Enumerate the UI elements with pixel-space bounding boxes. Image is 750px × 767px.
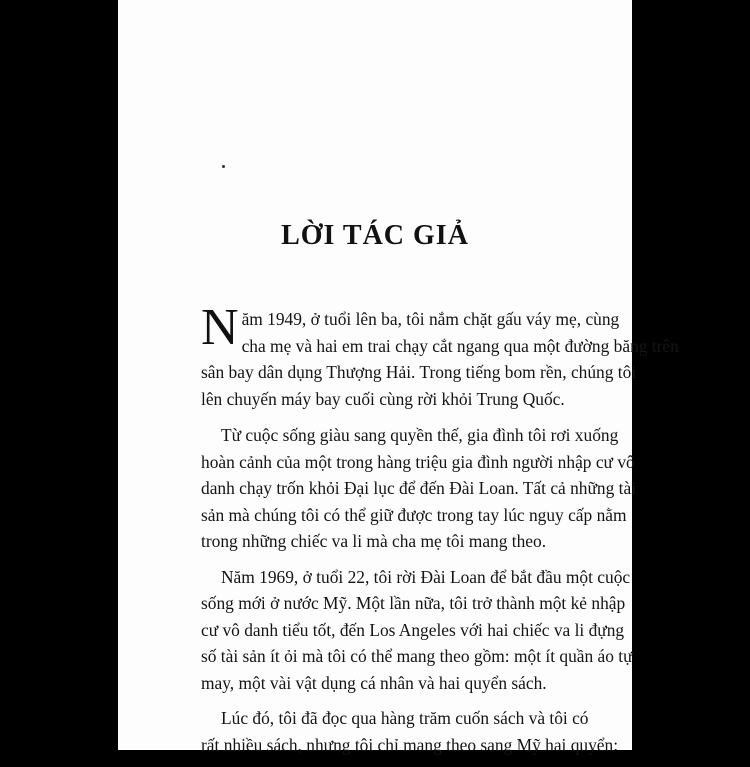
drop-cap: N (201, 299, 239, 356)
paragraph-1 (201, 299, 679, 412)
paragraph-3 (201, 564, 633, 697)
text-line: cha mẹ và hai em trai chạy cắt ngang qua một đường băng trên (241, 335, 679, 356)
text-line: Lúc đó, tôi đã đọc qua hàng trăm cuốn sách và tôi có (221, 708, 589, 728)
text-line: cư vô danh tiểu tốt, đến Los Angeles với hai chiếc va li đựng (201, 619, 625, 640)
text-line: Từ cuộc sống giàu sang quyền thế, gia đình tôi rơi xuống (221, 425, 619, 445)
text-line: hoàn cảnh của một trong hàng triệu gia đình người nhập cư vô (201, 451, 635, 472)
text-line: rất nhiều sách, nhưng tôi chỉ mang theo sang Mỹ hai quyển: (201, 734, 619, 755)
text-line: trong những chiếc va li mà cha mẹ tôi mang theo. (201, 531, 547, 551)
text-line: sống mới ở nước Mỹ. Một lần nữa, tôi trở thành một kẻ nhập (201, 593, 626, 613)
text-line: Năm 1969, ở tuổi 22, tôi rời Đài Loan để bắt đầu một cuộc (221, 566, 631, 587)
text-line: lên chuyến máy bay cuối cùng rời khỏi Trung Quốc. (201, 388, 565, 409)
text-line: số tài sản ít ỏi mà tôi có thể mang theo gồm: một ít quần áo tự (201, 646, 633, 666)
text-line: ăm 1949, ở tuổi lên ba, tôi nắm chặt gấu váy mẹ, cùng (241, 309, 620, 329)
paragraph-4 (201, 705, 619, 758)
text-line: danh chạy trốn khỏi Đại lục để đến Đài Loan. Tất cả những tài (201, 478, 637, 498)
text-line: sản mà chúng tôi có thể giữ được trong tay lúc nguy cấp nằm (201, 504, 627, 525)
body-text (201, 299, 679, 767)
text-line: sân bay dân dụng Thượng Hải. Trong tiếng bom rền, chúng tôi (201, 362, 637, 382)
page-title: LỜI TÁC GIẢ (281, 220, 469, 251)
text-line: may, một vài vật dụng cá nhân và hai quyển sách. (201, 672, 547, 693)
book-page (118, 0, 679, 755)
ink-speck (222, 165, 225, 168)
paragraph-2 (201, 422, 637, 555)
